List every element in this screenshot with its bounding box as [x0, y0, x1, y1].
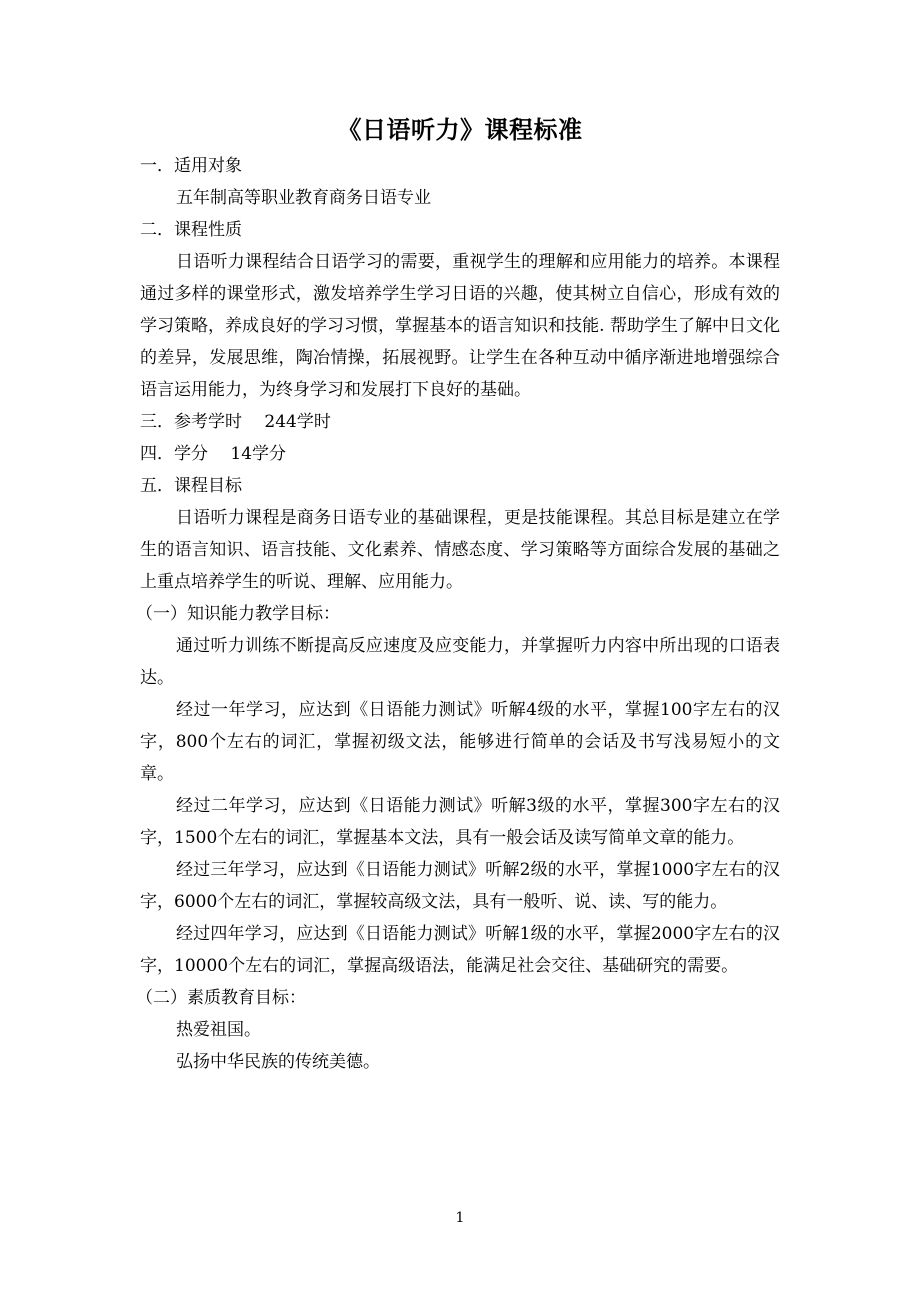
document-title: 《日语听力》课程标准: [337, 116, 583, 144]
document-body: [136, 150, 780, 1078]
subsection-1-paragraph: 通过听力训练不断提高反应速度及应变能力，并掌握听力内容中所出现的口语表达。: [140, 636, 780, 688]
section-1-heading: 一．适用对象: [140, 156, 242, 176]
subsection-2-paragraph: 弘扬中华民族的传统美德。: [176, 1052, 380, 1072]
section-2-text: 日语听力课程结合日语学习的需要，重视学生的理解和应用能力的培养。本课程通过多样的课堂形式，激发培养学生学习日语的兴趣，使其树立自信心，形成有效的学习策略，养成良好的学习习惯，掌握基本的语言知识和技能. 帮助学生了解中日文化的差异，发展思维，陶冶情操，拓展视野。让学生在各种互动中循序渐进地增强综合语言运用能力，为终身学习和发展打下良好的基础。: [140, 252, 780, 400]
subsection-2-heading: （二）素质教育目标：: [136, 988, 306, 1008]
section-1-text: 五年制高等职业教育商务日语专业: [176, 188, 431, 208]
section-2-heading: 二．课程性质: [140, 220, 242, 240]
section-5-heading: 五．课程目标: [140, 476, 242, 496]
subsection-2-paragraph: 热爱祖国。: [176, 1020, 261, 1040]
page-number: 1: [455, 1210, 465, 1226]
subsection-1-paragraph: 经过四年学习，应达到《日语能力测试》听解1级的水平，掌握2000字左右的汉字，10000个左右的词汇，掌握高级语法，能满足社会交往、基础研究的需要。: [140, 924, 780, 976]
subsection-1-paragraph: 经过二年学习，应达到《日语能力测试》听解3级的水平，掌握300字左右的汉字，1500个左右的词汇，掌握基本文法，具有一般会话及读写简单文章的能力。: [140, 796, 780, 848]
subsection-1-paragraph: 经过三年学习，应达到《日语能力测试》听解2级的水平，掌握1000字左右的汉字，6000个左右的词汇，掌握较高级文法，具有一般听、说、读、写的能力。: [140, 860, 780, 912]
subsection-1-heading: （一）知识能力教学目标：: [136, 604, 340, 624]
section-5-text: 日语听力课程是商务日语专业的基础课程，更是技能课程。其总目标是建立在学生的语言知识、语言技能、文化素养、情感态度、学习策略等方面综合发展的基础之上重点培养学生的听说、理解、应用能力。: [140, 508, 780, 592]
subsection-1-paragraph: 经过一年学习，应达到《日语能力测试》听解4级的水平，掌握100字左右的汉字，800个左右的词汇，掌握初级文法，能够进行简单的会话及书写浅易短小的文章。: [140, 700, 780, 784]
section-3-heading: 三．参考学时 244学时: [140, 412, 331, 432]
section-4-heading: 四．学分 14学分: [140, 444, 287, 464]
